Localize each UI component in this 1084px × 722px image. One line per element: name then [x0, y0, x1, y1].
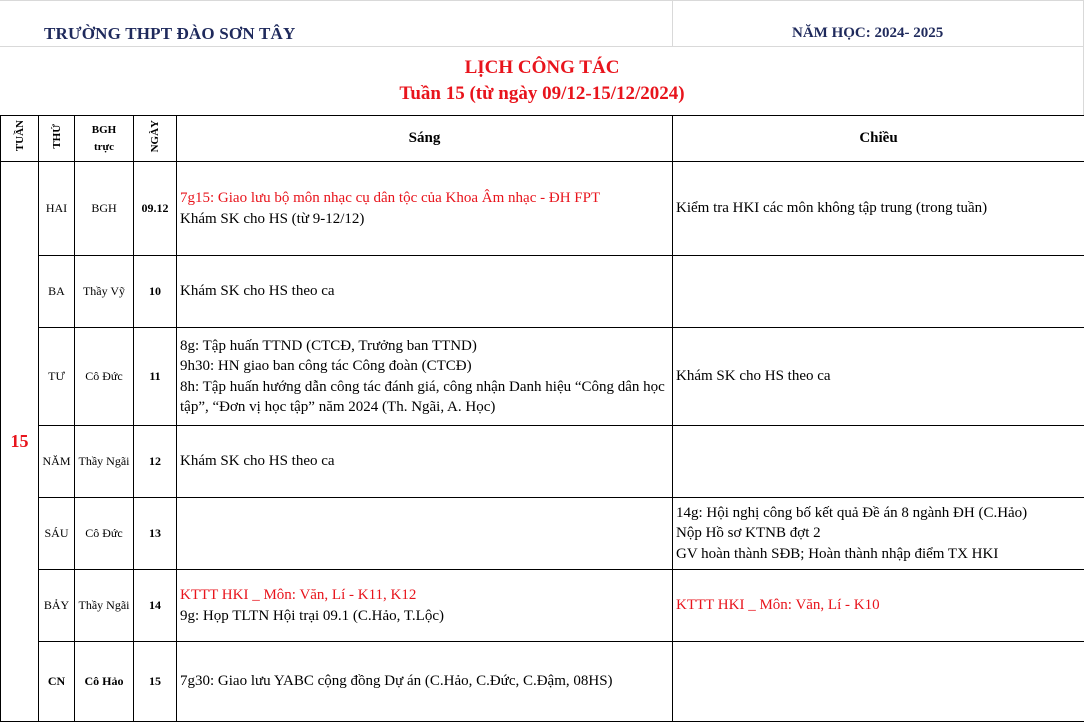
afternoon-cell — [673, 328, 1084, 426]
schedule-table — [0, 115, 1084, 722]
afternoon-cell — [673, 162, 1084, 256]
duty-cell: Cô Đức — [75, 328, 134, 426]
morning-cell — [177, 498, 673, 570]
morning-item: 8h: Tập huấn hướng dẫn công tác đánh giá, công nhận Danh hiệu “Công dân học tập”, “Đơn vị học tập” năm 2024 (Th. Ngãi, A. Học) — [180, 377, 672, 418]
date-cell: 14 — [134, 570, 177, 642]
table-row — [1, 426, 1084, 498]
duty-cell: Thầy Ngãi — [75, 426, 134, 498]
afternoon-cell — [673, 426, 1084, 498]
duty-cell: BGH — [75, 162, 134, 256]
col-header-chieu: Chiều — [673, 116, 1084, 162]
afternoon-cell — [673, 642, 1084, 722]
afternoon-item: 14g: Hội nghị công bố kết quả Đề án 8 ngành ĐH (C.Hảo) — [676, 503, 1084, 524]
day-cell: NĂM — [39, 426, 75, 498]
gridline — [0, 0, 1084, 1]
school-year: NĂM HỌC: 2024- 2025 — [792, 25, 943, 42]
afternoon-item: Nộp Hồ sơ KTNB đợt 2 — [676, 523, 1084, 544]
morning-cell — [177, 570, 673, 642]
duty-cell: Thầy Ngãi — [75, 570, 134, 642]
week-number: 15 — [1, 162, 39, 722]
table-row — [1, 642, 1084, 722]
gridline — [672, 0, 673, 46]
morning-cell — [177, 426, 673, 498]
date-cell: 12 — [134, 426, 177, 498]
school-name: TRƯỜNG THPT ĐÀO SƠN TÂY — [44, 24, 295, 44]
day-cell: HAI — [39, 162, 75, 256]
col-header-thu: THỨ — [39, 116, 75, 162]
afternoon-cell — [673, 570, 1084, 642]
gridline — [0, 46, 1084, 47]
table-row — [1, 328, 1084, 426]
col-header-bgh: BGH trực — [75, 116, 134, 162]
afternoon-cell — [673, 498, 1084, 570]
day-cell: TƯ — [39, 328, 75, 426]
date-cell: 15 — [134, 642, 177, 722]
morning-item: 9g: Họp TLTN Hội trại 09.1 (C.Hảo, T.Lộc) — [180, 606, 672, 627]
date-cell: 10 — [134, 256, 177, 328]
col-header-tuan: TUẦN — [1, 116, 39, 162]
morning-item: 8g: Tập huấn TTND (CTCĐ, Trưởng ban TTND) — [180, 336, 672, 357]
afternoon-item: GV hoàn thành SĐB; Hoàn thành nhập điểm TX HKI — [676, 544, 1084, 565]
page-subtitle: Tuần 15 (từ ngày 09/12-15/12/2024) — [0, 83, 1084, 105]
morning-cell — [177, 256, 673, 328]
day-cell: CN — [39, 642, 75, 722]
duty-cell: Thầy Vỹ — [75, 256, 134, 328]
table-row — [1, 570, 1084, 642]
page-title: LỊCH CÔNG TÁC — [0, 57, 1084, 79]
morning-item: Khám SK cho HS (từ 9-12/12) — [180, 209, 672, 230]
morning-item: Khám SK cho HS theo ca — [180, 281, 672, 302]
afternoon-item: KTTT HKI _ Môn: Văn, Lí - K10 — [676, 595, 1084, 616]
table-row — [1, 162, 1084, 256]
col-header-sang: Sáng — [177, 116, 673, 162]
day-cell: SÁU — [39, 498, 75, 570]
date-cell: 11 — [134, 328, 177, 426]
afternoon-item: Khám SK cho HS theo ca — [676, 366, 1084, 387]
date-cell: 13 — [134, 498, 177, 570]
duty-cell: Cô Đức — [75, 498, 134, 570]
morning-item: 7g30: Giao lưu YABC cộng đồng Dự án (C.Hảo, C.Đức, C.Đậm, 08HS) — [180, 671, 672, 692]
day-cell: BA — [39, 256, 75, 328]
date-cell: 09.12 — [134, 162, 177, 256]
morning-cell — [177, 642, 673, 722]
duty-cell: Cô Hảo — [75, 642, 134, 722]
morning-cell — [177, 328, 673, 426]
morning-item: 9h30: HN giao ban công tác Công đoàn (CTCĐ) — [180, 356, 672, 377]
morning-cell — [177, 162, 673, 256]
afternoon-cell — [673, 256, 1084, 328]
table-row — [1, 256, 1084, 328]
day-cell: BẢY — [39, 570, 75, 642]
morning-item: Khám SK cho HS theo ca — [180, 451, 672, 472]
table-row — [1, 498, 1084, 570]
table-header-row — [1, 116, 1084, 162]
morning-item: 7g15: Giao lưu bộ môn nhạc cụ dân tộc của Khoa Âm nhạc - ĐH FPT — [180, 188, 672, 209]
morning-item: KTTT HKI _ Môn: Văn, Lí - K11, K12 — [180, 585, 672, 606]
col-header-ngay: NGÀY — [134, 116, 177, 162]
afternoon-item: Kiểm tra HKI các môn không tập trung (trong tuần) — [676, 198, 1084, 219]
